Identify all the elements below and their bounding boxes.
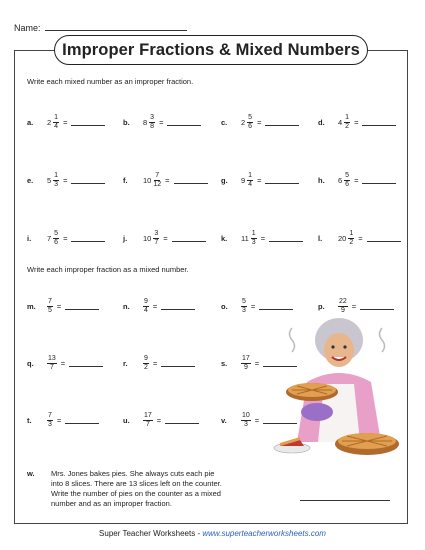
problem-r: [123, 355, 195, 372]
denominator: 6: [54, 239, 59, 246]
word-problem-line: Mrs. Jones bakes pies. She always cuts each pie: [51, 469, 215, 478]
problem-label: k.: [221, 234, 228, 243]
fraction: [251, 230, 257, 247]
denominator: 5: [48, 307, 52, 314]
equals-sign: =: [159, 118, 164, 127]
problem-u: [123, 412, 199, 429]
numerator: 5: [248, 114, 253, 121]
answer-blank[interactable]: [174, 177, 208, 184]
equals-sign: =: [163, 234, 168, 243]
problem-c: [221, 114, 299, 131]
denominator: 2: [349, 239, 354, 246]
numerator: 17: [144, 412, 152, 419]
equals-sign: =: [56, 416, 62, 425]
fraction: [153, 230, 159, 247]
equals-sign: =: [63, 234, 68, 243]
section2-instruction: Write each improper fraction as a mixed number.: [27, 265, 189, 274]
equals-sign: =: [152, 359, 158, 368]
denominator: 8: [150, 123, 155, 130]
word-problem-line: number and as an improper fraction.: [51, 499, 172, 508]
denominator: 4: [54, 123, 59, 130]
problem-l: [318, 230, 401, 247]
whole-number: 10: [143, 176, 152, 185]
problem-label: e.: [27, 176, 34, 185]
denominator: 4: [144, 307, 148, 314]
fraction: [47, 298, 53, 315]
whole-number: 5: [47, 176, 52, 185]
problem-g: [221, 172, 299, 189]
fraction: [153, 172, 161, 189]
answer-blank[interactable]: [360, 303, 394, 310]
problem-label: v.: [221, 416, 227, 425]
denominator: 3: [251, 239, 256, 246]
whole-number: 9: [241, 176, 246, 185]
whole-number: 2: [241, 118, 246, 127]
answer-blank[interactable]: [165, 417, 199, 424]
problem-label: c.: [221, 118, 228, 127]
equals-sign: =: [152, 302, 158, 311]
problem-h: [318, 172, 396, 189]
baker-pie-illustration: [272, 312, 402, 462]
numerator: 1: [54, 172, 59, 179]
equals-sign: =: [60, 359, 66, 368]
problem-label: j.: [123, 234, 128, 243]
equals-sign: =: [257, 118, 262, 127]
answer-blank[interactable]: [65, 303, 99, 310]
denominator: 6: [248, 123, 253, 130]
problem-e: [27, 172, 105, 189]
denominator: 3: [243, 421, 248, 428]
numerator: 1: [54, 114, 59, 121]
equals-sign: =: [358, 234, 363, 243]
word-problem: [27, 469, 222, 509]
problem-label: a.: [27, 118, 34, 127]
whole-number: 4: [338, 118, 343, 127]
equals-sign: =: [260, 234, 266, 243]
fraction: [344, 172, 350, 189]
numerator: 1: [251, 230, 256, 237]
whole-number: 2: [47, 118, 52, 127]
numerator: 9: [144, 355, 148, 362]
numerator: 5: [242, 298, 246, 305]
problem-label: q.: [27, 359, 34, 368]
equals-sign: =: [254, 416, 260, 425]
denominator: 2: [345, 123, 350, 130]
denominator: 9: [243, 364, 248, 371]
problem-label: r.: [123, 359, 128, 368]
problem-b: [123, 114, 201, 131]
problem-label: s.: [221, 359, 228, 368]
answer-blank[interactable]: [172, 235, 206, 242]
fraction: [247, 114, 253, 131]
numerator: 7: [155, 172, 160, 179]
numerator: 22: [339, 298, 347, 305]
problem-label: p.: [318, 302, 325, 311]
whole-number: 7: [47, 234, 52, 243]
equals-sign: =: [63, 176, 68, 185]
answer-blank[interactable]: [71, 235, 105, 242]
denominator: 3: [242, 307, 246, 314]
equals-sign: =: [354, 118, 359, 127]
numerator: 1: [248, 172, 253, 179]
answer-blank[interactable]: [71, 119, 105, 126]
problem-m: [27, 298, 99, 315]
equals-sign: =: [351, 302, 357, 311]
problem-label: u.: [123, 416, 130, 425]
name-row: [14, 22, 187, 33]
problem-d: [318, 114, 396, 131]
whole-number: 10: [143, 234, 152, 243]
denominator: 3: [54, 181, 59, 188]
fraction: [241, 355, 251, 372]
fraction: [53, 172, 59, 189]
problem-label: o.: [221, 302, 228, 311]
problem-k: [221, 230, 303, 247]
fraction: [143, 355, 149, 372]
problem-label: n.: [123, 302, 130, 311]
denominator: 3: [48, 421, 52, 428]
numerator: 7: [48, 298, 52, 305]
fraction: [344, 114, 350, 131]
denominator: 7: [154, 239, 159, 246]
numerator: 13: [48, 355, 56, 362]
problem-q: [27, 355, 103, 372]
problem-label: m.: [27, 302, 36, 311]
denominator: 9: [340, 307, 345, 314]
fraction: [53, 230, 59, 247]
word-problem-line: into 8 slices. There are 13 slices left on the counter.: [51, 479, 222, 488]
answer-blank[interactable]: [362, 177, 396, 184]
numerator: 5: [54, 230, 59, 237]
page-title: Improper Fractions & Mixed Numbers: [54, 35, 368, 65]
equals-sign: =: [254, 359, 260, 368]
denominator: 7: [49, 364, 54, 371]
whole-number: 8: [143, 118, 148, 127]
numerator: 3: [150, 114, 155, 121]
problem-f: [123, 172, 208, 189]
answer-blank[interactable]: [71, 177, 105, 184]
problem-label: i.: [27, 234, 32, 243]
problem-label: t.: [27, 416, 32, 425]
name-label: Name:: [14, 23, 41, 33]
answer-blank[interactable]: [367, 235, 401, 242]
problem-n: [123, 298, 195, 315]
problem-i: [27, 230, 105, 247]
fraction: [143, 412, 153, 429]
denominator: 6: [345, 181, 350, 188]
fraction: [348, 230, 354, 247]
numerator: 1: [345, 114, 350, 121]
equals-sign: =: [156, 416, 162, 425]
problem-label: b.: [123, 118, 130, 127]
footer: [0, 529, 425, 538]
fraction: [143, 298, 149, 315]
denominator: 2: [144, 364, 148, 371]
answer-blank[interactable]: [259, 303, 293, 310]
problem-label: h.: [318, 176, 325, 185]
problem-label: f.: [123, 176, 128, 185]
answer-blank[interactable]: [161, 360, 195, 367]
numerator: 1: [349, 230, 354, 237]
word-problem-label: w.: [27, 469, 35, 478]
equals-sign: =: [56, 302, 62, 311]
equals-sign: =: [165, 176, 170, 185]
numerator: 7: [48, 412, 52, 419]
answer-blank[interactable]: [69, 360, 103, 367]
equals-sign: =: [354, 176, 359, 185]
equals-sign: =: [250, 302, 256, 311]
whole-number: 20: [338, 234, 347, 243]
denominator: 7: [145, 421, 150, 428]
numerator: 3: [154, 230, 159, 237]
problem-j: [123, 230, 206, 247]
numerator: 10: [242, 412, 250, 419]
whole-number: 6: [338, 176, 343, 185]
answer-blank[interactable]: [362, 119, 396, 126]
problem-a: [27, 114, 105, 131]
fraction: [247, 172, 253, 189]
answer-blank[interactable]: [265, 119, 299, 126]
word-problem-answer-line[interactable]: [300, 500, 390, 501]
word-problem-line: Write the number of pies on the counter as a mixed: [51, 489, 221, 498]
problem-t: [27, 412, 99, 429]
numerator: 5: [345, 172, 350, 179]
denominator: 4: [248, 181, 253, 188]
fraction: [47, 412, 53, 429]
equals-sign: =: [257, 176, 262, 185]
numerator: 9: [144, 298, 148, 305]
problem-label: l.: [318, 234, 323, 243]
name-field[interactable]: [45, 22, 187, 31]
footer-link[interactable]: www.superteacherworksheets.com: [202, 529, 326, 538]
whole-number: 11: [241, 234, 249, 243]
answer-blank[interactable]: [269, 235, 303, 242]
answer-blank[interactable]: [65, 417, 99, 424]
fraction: [241, 412, 251, 429]
section1-instruction: Write each mixed number as an improper fraction.: [27, 77, 194, 86]
answer-blank[interactable]: [161, 303, 195, 310]
problem-label: d.: [318, 118, 325, 127]
problem-label: g.: [221, 176, 228, 185]
numerator: 17: [242, 355, 250, 362]
answer-blank[interactable]: [167, 119, 201, 126]
answer-blank[interactable]: [265, 177, 299, 184]
equals-sign: =: [63, 118, 68, 127]
denominator: 12: [153, 181, 162, 188]
fraction: [241, 298, 247, 315]
fraction: [149, 114, 155, 131]
footer-text: Super Teacher Worksheets -: [99, 529, 203, 538]
fraction: [47, 355, 57, 372]
fraction: [53, 114, 59, 131]
